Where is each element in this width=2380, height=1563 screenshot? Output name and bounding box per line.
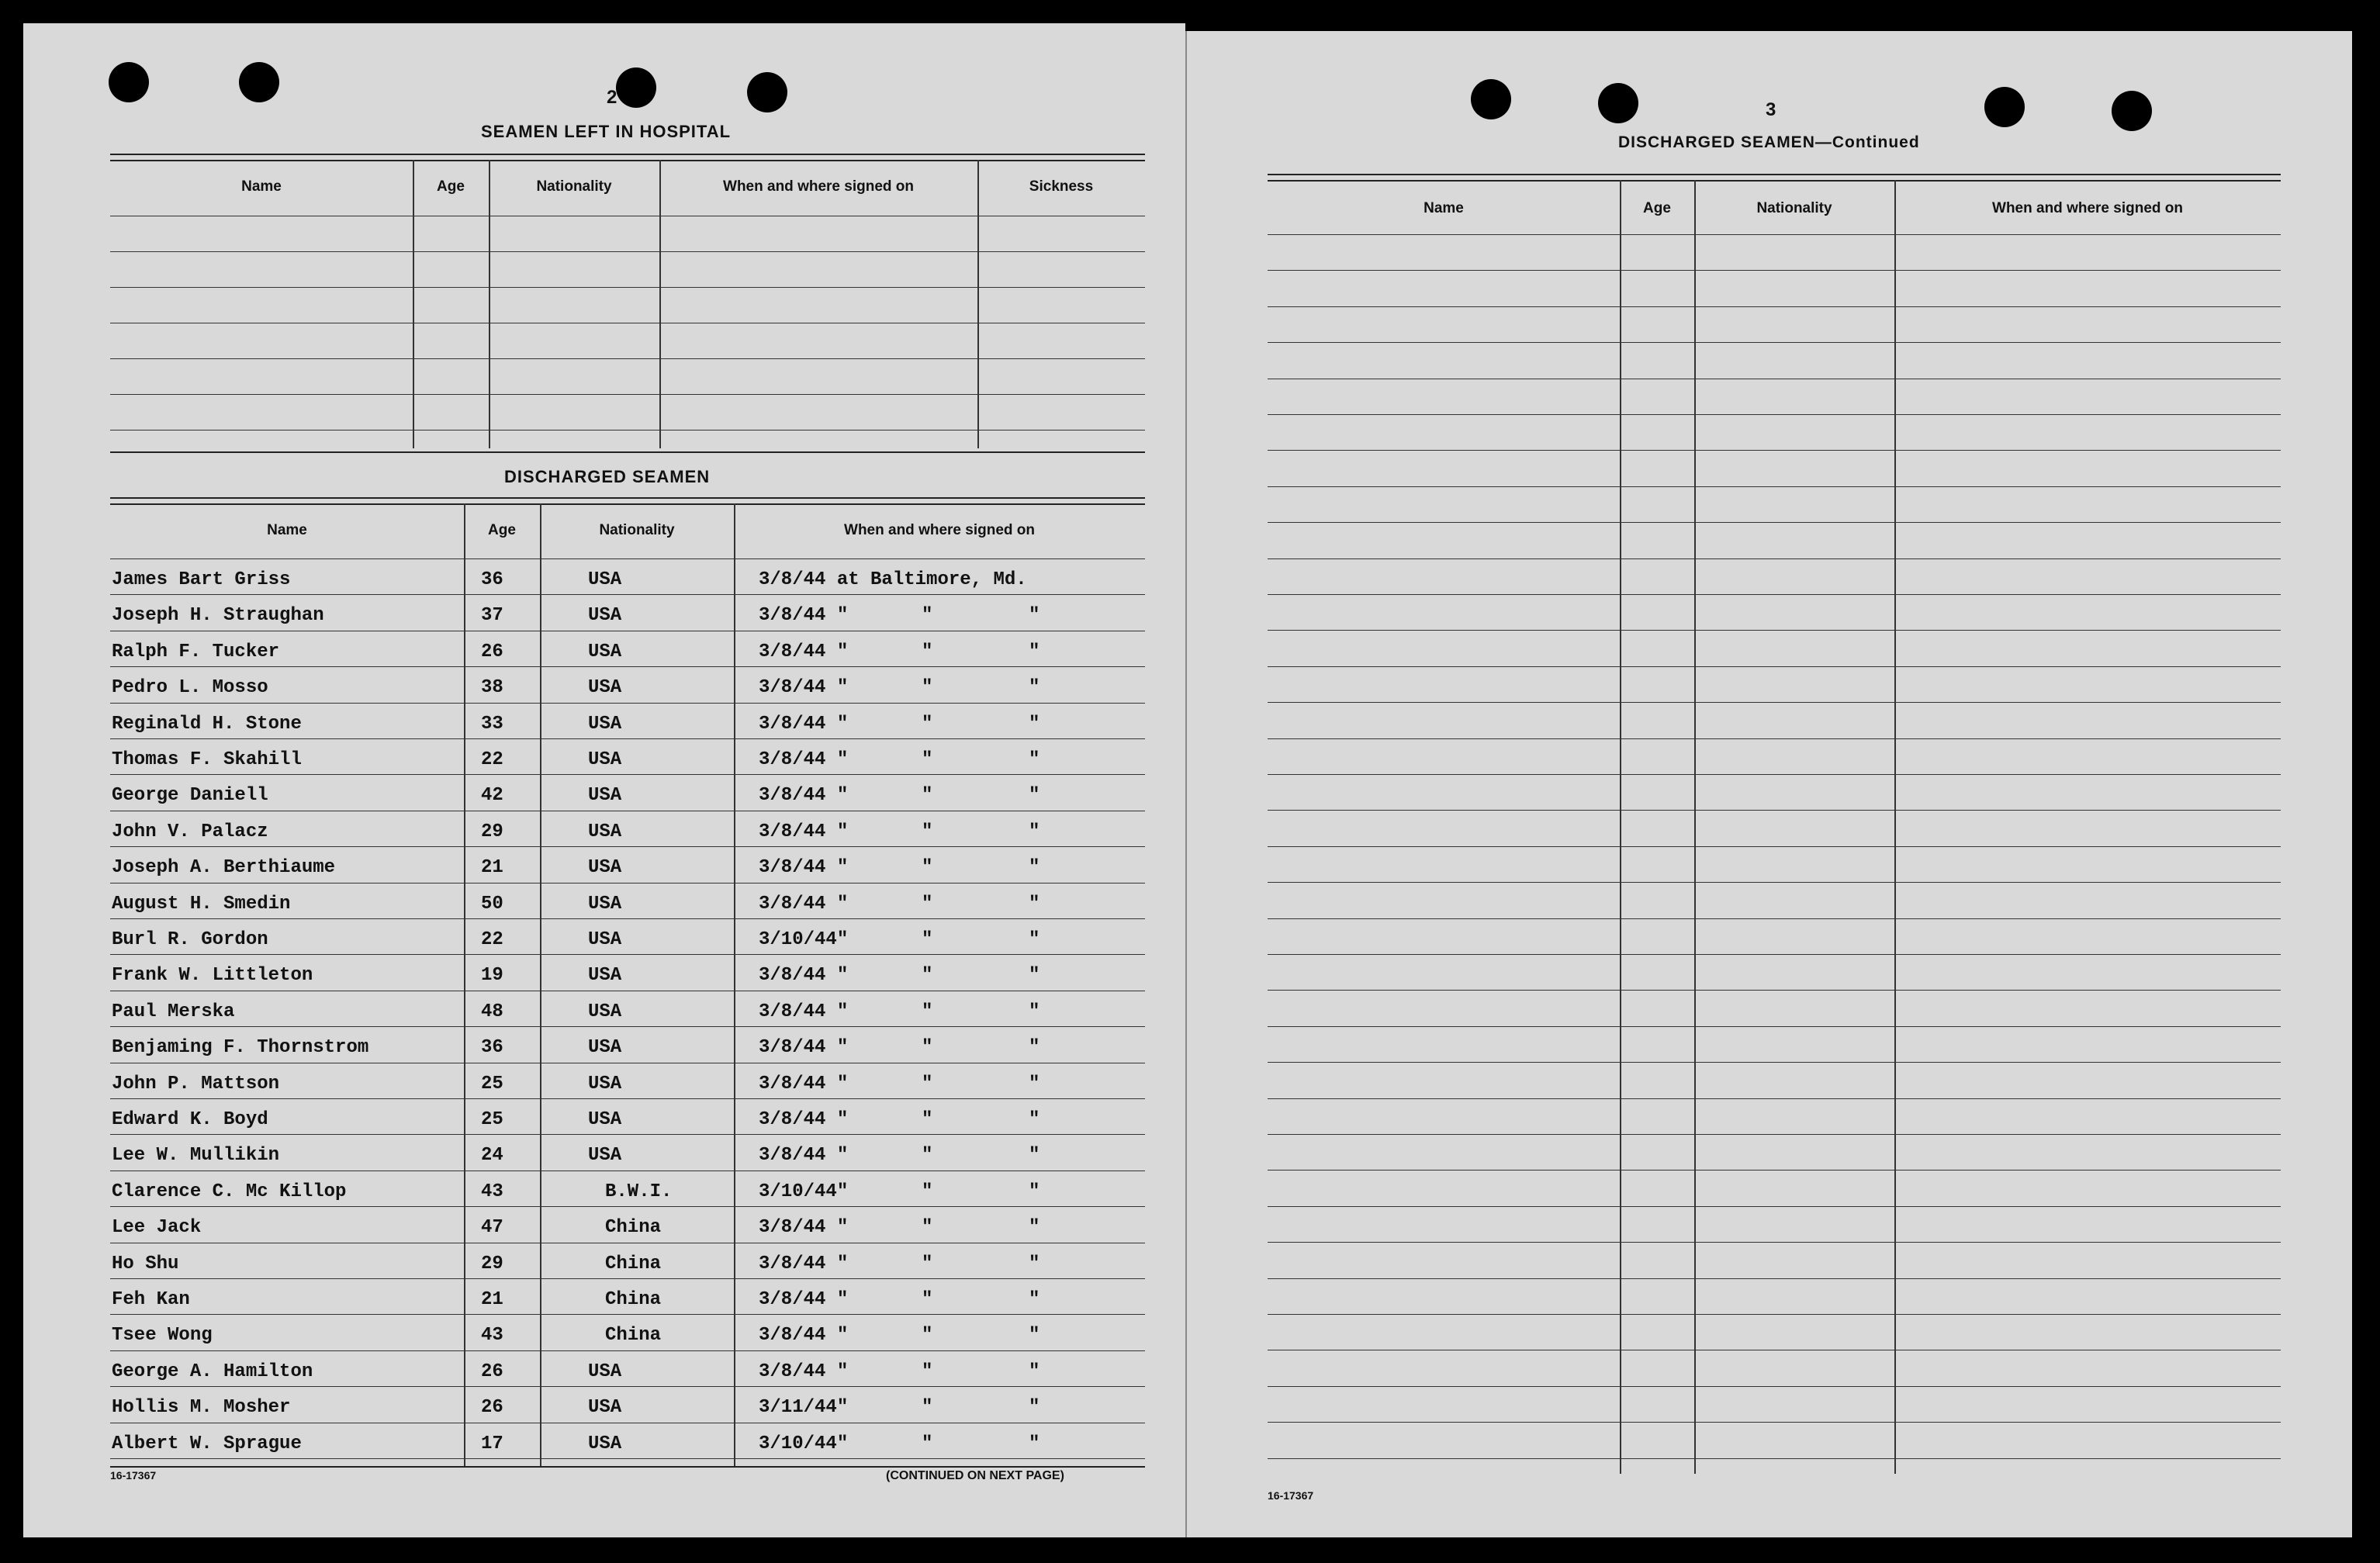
ditto-mark: " bbox=[922, 821, 933, 842]
hospital-column-header: When and where signed on bbox=[723, 178, 914, 195]
seaman-signed-on: 3/11/44" bbox=[759, 1397, 849, 1419]
discharged-section-title: DISCHARGED SEAMEN bbox=[504, 467, 711, 486]
discharged-column-header: Age bbox=[488, 522, 516, 538]
seaman-signed-on: 3/8/44 " bbox=[759, 1325, 849, 1347]
seaman-signed-on: 3/8/44 " bbox=[759, 893, 849, 915]
seaman-age: 19 bbox=[481, 965, 503, 987]
seaman-signed-on: 3/8/44 " bbox=[759, 1073, 849, 1094]
discharged-column-header: When and where signed on bbox=[844, 522, 1035, 538]
seaman-nationality: USA bbox=[588, 641, 622, 662]
column-divider bbox=[489, 160, 490, 448]
form-number: 16-17367 bbox=[110, 1469, 157, 1482]
seaman-signed-on: 3/8/44 " bbox=[759, 857, 849, 879]
seaman-signed-on: 3/8/44 " bbox=[759, 749, 849, 770]
seaman-name: Feh Kan bbox=[112, 1289, 190, 1310]
header-rule bbox=[110, 558, 1145, 559]
seaman-nationality: USA bbox=[588, 1037, 622, 1059]
ditto-mark: " bbox=[922, 893, 933, 915]
ditto-mark: " bbox=[1029, 893, 1040, 915]
ditto-mark: " bbox=[1029, 821, 1040, 842]
row-rule bbox=[110, 918, 1145, 919]
row-rule bbox=[1268, 990, 2281, 991]
row-rule bbox=[1268, 558, 2281, 559]
seaman-age: 47 bbox=[481, 1217, 503, 1239]
seaman-name: August H. Smedin bbox=[112, 893, 291, 915]
column-divider bbox=[659, 160, 661, 448]
discharged-column-header: Name bbox=[267, 522, 307, 538]
seaman-signed-on: 3/8/44 " bbox=[759, 677, 849, 699]
ditto-mark: " bbox=[1029, 1181, 1040, 1202]
ditto-mark: " bbox=[1029, 749, 1040, 770]
punch-hole bbox=[109, 62, 149, 102]
seaman-nationality: USA bbox=[588, 1109, 622, 1130]
row-rule bbox=[110, 1278, 1145, 1279]
right-page bbox=[1185, 31, 2352, 1537]
seaman-signed-on: 3/8/44 " bbox=[759, 1217, 849, 1239]
seaman-name: Ho Shu bbox=[112, 1253, 179, 1274]
row-rule bbox=[1268, 414, 2281, 415]
seaman-nationality: USA bbox=[588, 893, 622, 915]
seaman-nationality: USA bbox=[588, 1433, 622, 1454]
ditto-mark: " bbox=[922, 1109, 933, 1130]
punch-hole bbox=[1471, 79, 1511, 119]
row-rule bbox=[110, 430, 1145, 431]
row-rule bbox=[1268, 918, 2281, 919]
ditto-mark: " bbox=[922, 1145, 933, 1167]
table-bottom bbox=[110, 1466, 1145, 1468]
form-number: 16-17367 bbox=[1268, 1489, 1314, 1502]
column-divider bbox=[413, 160, 414, 448]
row-rule bbox=[110, 1098, 1145, 1099]
ditto-mark: " bbox=[1029, 1217, 1040, 1239]
row-rule bbox=[1268, 1206, 2281, 1207]
column-divider bbox=[464, 503, 465, 1466]
seaman-nationality: China bbox=[605, 1289, 662, 1310]
seaman-age: 26 bbox=[481, 641, 503, 662]
seaman-name: Edward K. Boyd bbox=[112, 1109, 268, 1130]
row-rule bbox=[1268, 738, 2281, 739]
row-rule bbox=[1268, 1098, 2281, 1099]
ditto-mark: " bbox=[1029, 965, 1040, 987]
seaman-nationality: USA bbox=[588, 1397, 622, 1419]
ditto-mark: " bbox=[922, 677, 933, 699]
row-rule bbox=[110, 954, 1145, 955]
seaman-signed-on: 3/8/44 " bbox=[759, 605, 849, 627]
column-divider bbox=[977, 160, 979, 448]
row-rule bbox=[1268, 1242, 2281, 1243]
page-number: 3 bbox=[1766, 99, 1776, 120]
hospital-column-header: Age bbox=[437, 178, 465, 195]
ditto-mark: " bbox=[1029, 1001, 1040, 1022]
seaman-name: Albert W. Sprague bbox=[112, 1433, 302, 1454]
ditto-mark: " bbox=[1029, 1397, 1040, 1419]
ditto-mark: " bbox=[1029, 857, 1040, 879]
seaman-name: Benjaming F. Thornstrom bbox=[112, 1037, 369, 1059]
seaman-name: Joseph A. Berthiaume bbox=[112, 857, 336, 879]
ditto-mark: " bbox=[922, 713, 933, 735]
seaman-age: 17 bbox=[481, 1433, 503, 1454]
row-rule bbox=[1268, 1278, 2281, 1279]
seaman-signed-on: 3/8/44 " bbox=[759, 1145, 849, 1167]
row-rule bbox=[110, 1386, 1145, 1387]
seaman-signed-on: 3/8/44 " bbox=[759, 1001, 849, 1022]
ditto-mark: " bbox=[922, 1361, 933, 1382]
row-rule bbox=[1268, 1458, 2281, 1459]
seaman-nationality: USA bbox=[588, 1001, 622, 1022]
discharged-column-header: Nationality bbox=[599, 522, 675, 538]
seaman-nationality: USA bbox=[588, 713, 622, 735]
seaman-signed-on: 3/8/44 " bbox=[759, 1289, 849, 1310]
seaman-name: Burl R. Gordon bbox=[112, 929, 268, 950]
seaman-age: 37 bbox=[481, 605, 503, 627]
seaman-signed-on: 3/8/44 " bbox=[759, 641, 849, 662]
row-rule bbox=[110, 1350, 1145, 1351]
seaman-age: 21 bbox=[481, 1289, 503, 1310]
seaman-nationality: USA bbox=[588, 1145, 622, 1167]
row-rule bbox=[1268, 1134, 2281, 1135]
row-rule bbox=[110, 358, 1145, 359]
seaman-age: 43 bbox=[481, 1325, 503, 1347]
ditto-mark: " bbox=[1029, 1433, 1040, 1454]
seaman-nationality: USA bbox=[588, 965, 622, 987]
ditto-mark: " bbox=[922, 857, 933, 879]
seaman-age: 22 bbox=[481, 929, 503, 950]
ditto-mark: " bbox=[922, 1289, 933, 1310]
punch-hole bbox=[747, 72, 787, 112]
seaman-age: 33 bbox=[481, 713, 503, 735]
seaman-age: 22 bbox=[481, 749, 503, 770]
column-divider bbox=[1894, 180, 1896, 1474]
seaman-signed-on: 3/8/44 " bbox=[759, 713, 849, 735]
header-rule bbox=[1268, 234, 2281, 235]
punch-hole bbox=[2112, 91, 2152, 131]
seaman-nationality: China bbox=[605, 1253, 662, 1274]
row-rule bbox=[1268, 1026, 2281, 1027]
ditto-mark: " bbox=[922, 1253, 933, 1274]
seaman-nationality: USA bbox=[588, 677, 622, 699]
seaman-age: 42 bbox=[481, 785, 503, 807]
ditto-mark: " bbox=[922, 965, 933, 987]
row-rule bbox=[110, 394, 1145, 395]
row-rule bbox=[1268, 630, 2281, 631]
row-rule bbox=[1268, 666, 2281, 667]
ditto-mark: " bbox=[922, 785, 933, 807]
seaman-signed-on: 3/10/44" bbox=[759, 1181, 849, 1202]
seaman-signed-on: 3/8/44 " bbox=[759, 821, 849, 842]
ditto-mark: " bbox=[1029, 713, 1040, 735]
ditto-mark: " bbox=[1029, 1361, 1040, 1382]
continued-section-title: DISCHARGED SEAMEN—Continued bbox=[1618, 133, 1920, 151]
seaman-signed-on: 3/10/44" bbox=[759, 929, 849, 950]
row-rule bbox=[110, 287, 1145, 288]
seaman-name: Paul Merska bbox=[112, 1001, 235, 1022]
ditto-mark: " bbox=[1029, 1073, 1040, 1094]
row-rule bbox=[110, 666, 1145, 667]
continued-column-header: When and where signed on bbox=[1992, 200, 2183, 216]
seaman-nationality: USA bbox=[588, 821, 622, 842]
ditto-mark: " bbox=[1029, 641, 1040, 662]
row-rule bbox=[110, 594, 1145, 595]
row-rule bbox=[110, 1026, 1145, 1027]
seaman-nationality: USA bbox=[588, 749, 622, 770]
seaman-nationality: China bbox=[605, 1325, 662, 1347]
seaman-name: Clarence C. Mc Killop bbox=[112, 1181, 347, 1202]
page-number: 2 bbox=[607, 87, 617, 108]
ditto-mark: " bbox=[1029, 1037, 1040, 1059]
row-rule bbox=[1268, 450, 2281, 451]
seaman-signed-on: 3/8/44 at Baltimore, Md. bbox=[759, 569, 1027, 590]
seaman-signed-on: 3/10/44" bbox=[759, 1433, 849, 1454]
seaman-name: Joseph H. Straughan bbox=[112, 605, 324, 627]
row-rule bbox=[1268, 486, 2281, 487]
seaman-name: James Bart Griss bbox=[112, 569, 291, 590]
seaman-name: Lee Jack bbox=[112, 1217, 202, 1239]
seaman-nationality: USA bbox=[588, 1073, 622, 1094]
seaman-name: Lee W. Mullikin bbox=[112, 1145, 280, 1167]
row-rule bbox=[1268, 1062, 2281, 1063]
row-rule bbox=[110, 846, 1145, 847]
seaman-signed-on: 3/8/44 " bbox=[759, 785, 849, 807]
seaman-signed-on: 3/8/44 " bbox=[759, 1037, 849, 1059]
seaman-name: John P. Mattson bbox=[112, 1073, 280, 1094]
ditto-mark: " bbox=[922, 1037, 933, 1059]
row-rule bbox=[1268, 270, 2281, 271]
row-rule bbox=[1268, 1314, 2281, 1315]
ditto-mark: " bbox=[1029, 677, 1040, 699]
ditto-mark: " bbox=[1029, 1145, 1040, 1167]
row-rule bbox=[110, 883, 1145, 884]
ditto-mark: " bbox=[922, 1073, 933, 1094]
seaman-age: 24 bbox=[481, 1145, 503, 1167]
seaman-nationality: USA bbox=[588, 929, 622, 950]
row-rule bbox=[110, 703, 1145, 704]
seaman-name: Frank W. Littleton bbox=[112, 965, 313, 987]
row-rule bbox=[110, 251, 1145, 252]
row-rule bbox=[1268, 774, 2281, 775]
row-rule bbox=[1268, 846, 2281, 847]
seaman-name: Reginald H. Stone bbox=[112, 713, 302, 735]
seaman-nationality: USA bbox=[588, 785, 622, 807]
ditto-mark: " bbox=[1029, 1325, 1040, 1347]
ditto-mark: " bbox=[922, 641, 933, 662]
ditto-mark: " bbox=[922, 749, 933, 770]
ditto-mark: " bbox=[922, 1433, 933, 1454]
row-rule bbox=[1268, 1170, 2281, 1171]
continued-column-header: Nationality bbox=[1756, 200, 1832, 216]
ditto-mark: " bbox=[1029, 1109, 1040, 1130]
row-rule bbox=[110, 1206, 1145, 1207]
seaman-name: Tsee Wong bbox=[112, 1325, 213, 1347]
row-rule bbox=[110, 1458, 1145, 1459]
ditto-mark: " bbox=[1029, 605, 1040, 627]
continued-column-header: Age bbox=[1643, 200, 1671, 216]
row-rule bbox=[1268, 810, 2281, 811]
row-rule bbox=[1268, 702, 2281, 703]
seaman-name: George A. Hamilton bbox=[112, 1361, 313, 1382]
seaman-signed-on: 3/8/44 " bbox=[759, 1253, 849, 1274]
punch-hole bbox=[239, 62, 279, 102]
hospital-column-header: Sickness bbox=[1029, 178, 1094, 195]
seaman-signed-on: 3/8/44 " bbox=[759, 1109, 849, 1130]
seaman-age: 29 bbox=[481, 1253, 503, 1274]
seaman-nationality: USA bbox=[588, 857, 622, 879]
hospital-column-header: Name bbox=[241, 178, 282, 195]
row-rule bbox=[1268, 522, 2281, 523]
punch-hole bbox=[1984, 87, 2025, 127]
seaman-signed-on: 3/8/44 " bbox=[759, 1361, 849, 1382]
row-rule bbox=[110, 1134, 1145, 1135]
seaman-signed-on: 3/8/44 " bbox=[759, 965, 849, 987]
seaman-name: John V. Palacz bbox=[112, 821, 268, 842]
column-divider bbox=[1620, 180, 1621, 1474]
ditto-mark: " bbox=[1029, 785, 1040, 807]
seaman-age: 38 bbox=[481, 677, 503, 699]
row-rule bbox=[1268, 954, 2281, 955]
seaman-age: 29 bbox=[481, 821, 503, 842]
seaman-age: 26 bbox=[481, 1397, 503, 1419]
seaman-age: 36 bbox=[481, 1037, 503, 1059]
seaman-name: Thomas F. Skahill bbox=[112, 749, 302, 770]
seaman-nationality: B.W.I. bbox=[605, 1181, 673, 1202]
row-rule bbox=[1268, 1386, 2281, 1387]
seaman-nationality: USA bbox=[588, 569, 622, 590]
seaman-age: 48 bbox=[481, 1001, 503, 1022]
row-rule bbox=[110, 774, 1145, 775]
seaman-name: Pedro L. Mosso bbox=[112, 677, 268, 699]
seaman-name: Ralph F. Tucker bbox=[112, 641, 280, 662]
punch-hole bbox=[1598, 83, 1638, 123]
row-rule bbox=[1268, 882, 2281, 883]
column-divider bbox=[540, 503, 541, 1466]
left-page bbox=[23, 23, 1185, 1537]
row-rule bbox=[1268, 1422, 2281, 1423]
seaman-age: 43 bbox=[481, 1181, 503, 1202]
row-rule bbox=[1268, 594, 2281, 595]
ditto-mark: " bbox=[922, 605, 933, 627]
seaman-age: 36 bbox=[481, 569, 503, 590]
ditto-mark: " bbox=[1029, 1253, 1040, 1274]
row-rule bbox=[110, 1314, 1145, 1315]
ditto-mark: " bbox=[922, 1001, 933, 1022]
punch-hole bbox=[616, 67, 656, 108]
ditto-mark: " bbox=[922, 1217, 933, 1239]
seaman-name: George Daniell bbox=[112, 785, 268, 807]
ditto-mark: " bbox=[1029, 1289, 1040, 1310]
ditto-mark: " bbox=[922, 1325, 933, 1347]
seaman-age: 50 bbox=[481, 893, 503, 915]
ditto-mark: " bbox=[922, 1397, 933, 1419]
hospital-section-title: SEAMEN LEFT IN HOSPITAL bbox=[481, 122, 732, 141]
seaman-age: 25 bbox=[481, 1109, 503, 1130]
seaman-nationality: USA bbox=[588, 605, 622, 627]
seaman-age: 25 bbox=[481, 1073, 503, 1094]
table-bottom bbox=[110, 451, 1145, 453]
seaman-name: Hollis M. Mosher bbox=[112, 1397, 291, 1419]
seaman-nationality: USA bbox=[588, 1361, 622, 1382]
ditto-mark: " bbox=[922, 929, 933, 950]
row-rule bbox=[110, 738, 1145, 739]
seaman-age: 26 bbox=[481, 1361, 503, 1382]
hospital-column-header: Nationality bbox=[536, 178, 612, 195]
seaman-nationality: China bbox=[605, 1217, 662, 1239]
continued-column-header: Name bbox=[1424, 200, 1464, 216]
column-divider bbox=[1694, 180, 1696, 1474]
row-rule bbox=[1268, 342, 2281, 343]
continued-note: (CONTINUED ON NEXT PAGE) bbox=[886, 1469, 1064, 1482]
column-divider bbox=[734, 503, 735, 1466]
ditto-mark: " bbox=[1029, 929, 1040, 950]
row-rule bbox=[1268, 306, 2281, 307]
seaman-age: 21 bbox=[481, 857, 503, 879]
ditto-mark: " bbox=[922, 1181, 933, 1202]
